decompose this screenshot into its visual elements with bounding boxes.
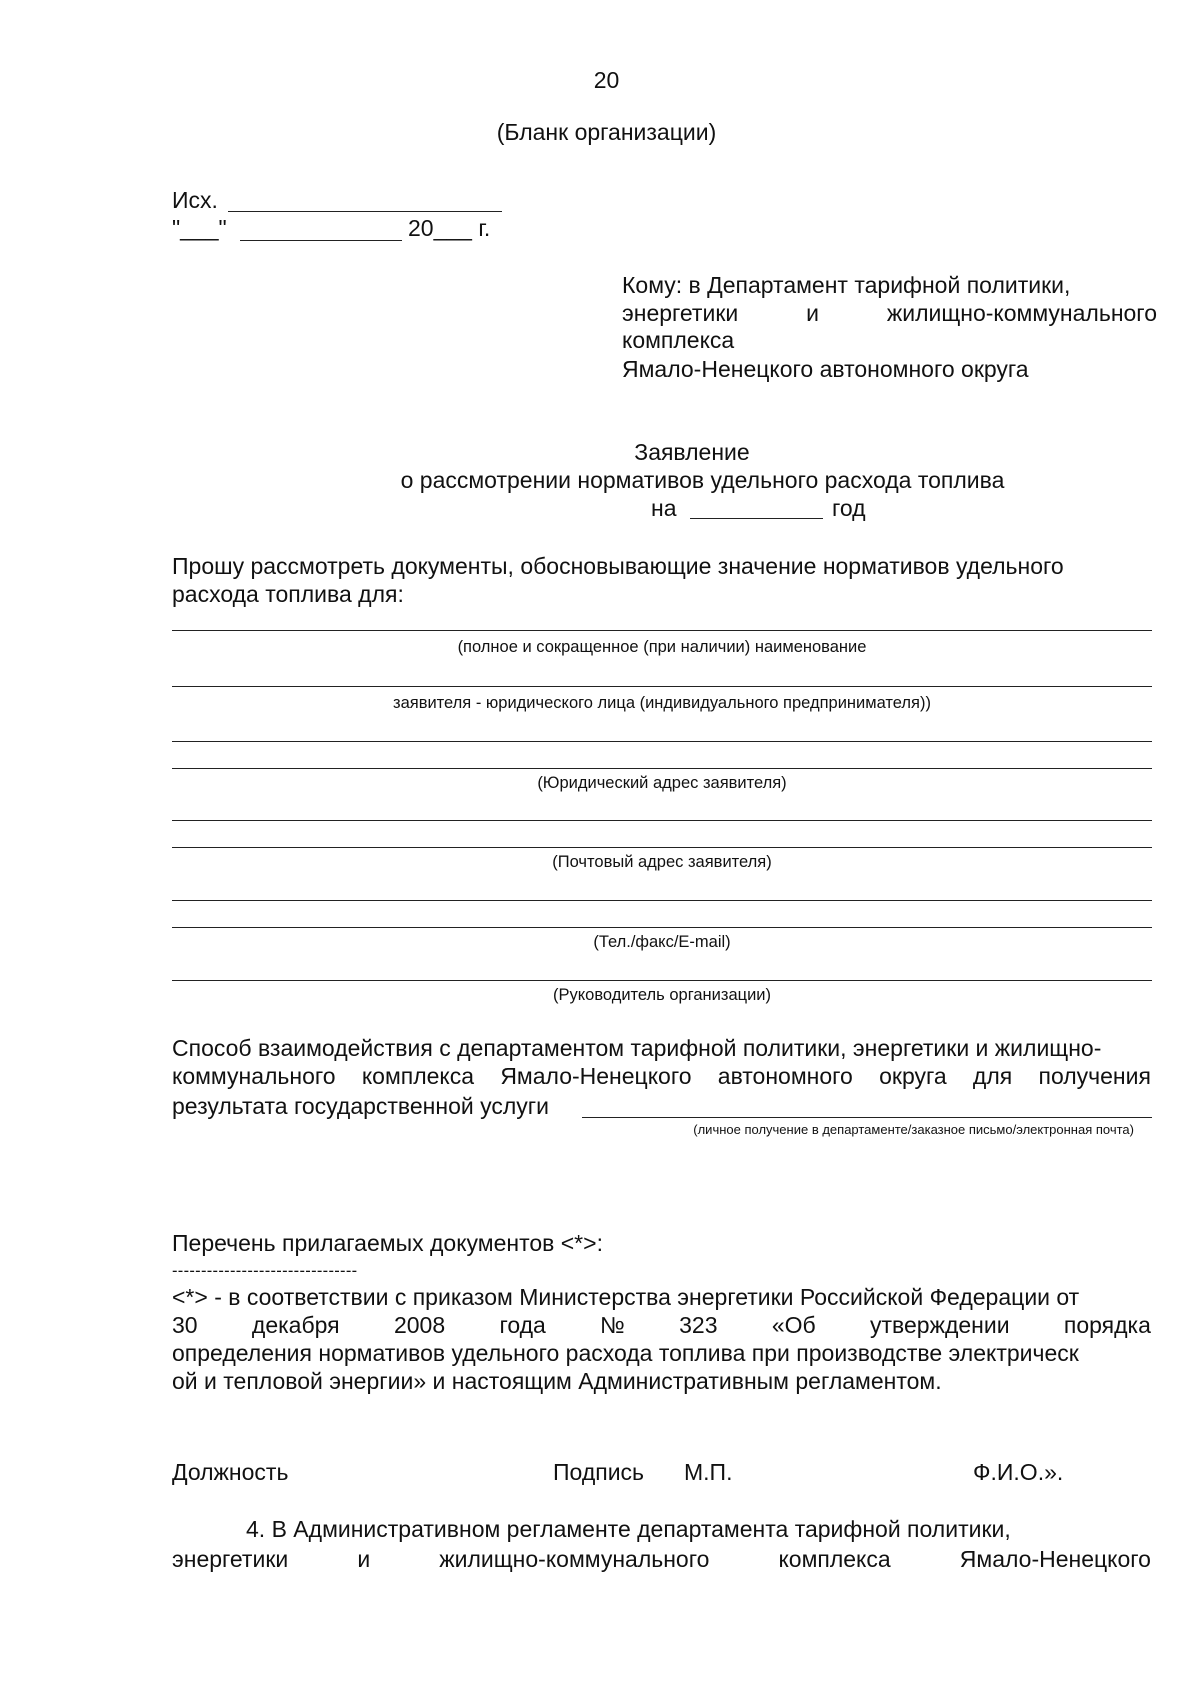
footnote-word: порядка bbox=[1063, 1312, 1151, 1338]
recipient-line-2 bbox=[622, 299, 1157, 327]
interaction-word: комплекса bbox=[361, 1063, 475, 1089]
section-4-word: жилищно-коммунального bbox=[439, 1546, 710, 1572]
recipient-line-4: Ямало-Ненецкого автономного округа bbox=[622, 356, 1029, 382]
title-year-suffix: год bbox=[832, 495, 866, 521]
footnote-line-1: <*> - в соответствии с приказом Министерства энергетики Российской Федерации от bbox=[172, 1284, 1080, 1310]
footnote-word: № bbox=[600, 1312, 625, 1338]
head-line[interactable] bbox=[172, 980, 1152, 981]
contacts-line-2[interactable] bbox=[172, 927, 1152, 928]
attachments-label: Перечень прилагаемых документов <*>: bbox=[172, 1230, 603, 1256]
document-subtitle: о рассмотрении нормативов удельного расхода топлива bbox=[400, 467, 1005, 493]
interaction-line-2 bbox=[172, 1062, 1151, 1090]
interaction-word: для bbox=[972, 1063, 1013, 1089]
interaction-word: коммунального bbox=[172, 1063, 336, 1089]
caption-postal-address: (Почтовый адрес заявителя) bbox=[552, 853, 772, 871]
footnote-word: 323 bbox=[679, 1312, 718, 1338]
section-4-line-1: 4. В Административном регламенте департамента тарифной политики, bbox=[246, 1516, 1011, 1542]
footnote-line-2 bbox=[172, 1311, 1151, 1339]
letterhead-placeholder: (Бланк организации) bbox=[496, 119, 717, 145]
legal-address-line-2[interactable] bbox=[172, 768, 1152, 769]
signature-seal: М.П. bbox=[684, 1459, 733, 1485]
caption-contacts: (Тел./факс/E-mail) bbox=[593, 933, 731, 951]
interaction-line-1: Способ взаимодействия с департаментом тарифной политики, энергетики и жилищно- bbox=[172, 1035, 1102, 1061]
footnote-word: года bbox=[499, 1312, 546, 1338]
recipient-word: и bbox=[806, 300, 819, 326]
applicant-name-line[interactable] bbox=[172, 630, 1152, 631]
footnote-separator: -------------------------------- bbox=[172, 1262, 358, 1280]
title-year-blank[interactable] bbox=[690, 518, 823, 519]
interaction-word: автономного bbox=[717, 1063, 853, 1089]
footnote-line-3: определения нормативов удельного расхода топлива при производстве электрическ bbox=[172, 1340, 1079, 1366]
interaction-method-blank[interactable] bbox=[582, 1117, 1152, 1118]
legal-address-line-1[interactable] bbox=[172, 741, 1152, 742]
interaction-word: Ямало-Ненецкого bbox=[500, 1063, 692, 1089]
caption-applicant: заявителя - юридического лица (индивидуального предпринимателя)) bbox=[393, 694, 931, 712]
outgoing-date-month-blank[interactable] bbox=[240, 240, 402, 241]
footnote-word: 2008 bbox=[393, 1312, 446, 1338]
footnote-word: 30 bbox=[172, 1312, 198, 1338]
page-number: 20 bbox=[593, 67, 620, 93]
footnote-word: утверждении bbox=[870, 1312, 1010, 1338]
outgoing-number-label: Исх. bbox=[172, 187, 218, 213]
postal-address-line-1[interactable] bbox=[172, 820, 1152, 821]
outgoing-date-day: "___" bbox=[172, 215, 227, 241]
signature-sign: Подпись bbox=[553, 1459, 645, 1485]
recipient-line-3: комплекса bbox=[622, 327, 735, 353]
postal-address-line-2[interactable] bbox=[172, 847, 1152, 848]
recipient-word: энергетики bbox=[622, 300, 739, 326]
request-line-1: Прошу рассмотреть документы, обосновывающие значение нормативов удельного bbox=[172, 553, 1064, 579]
outgoing-number-blank[interactable] bbox=[228, 211, 502, 212]
interaction-word: получения bbox=[1038, 1063, 1151, 1089]
document-title: Заявление bbox=[634, 439, 750, 465]
applicant-name-line-2[interactable] bbox=[172, 686, 1152, 687]
section-4-word: и bbox=[357, 1546, 371, 1572]
outgoing-date-year: 20___ г. bbox=[408, 215, 491, 241]
interaction-word: округа bbox=[879, 1063, 947, 1089]
section-4-word: энергетики bbox=[172, 1546, 289, 1572]
interaction-line-3: результата государственной услуги bbox=[172, 1093, 550, 1119]
recipient-line-1: Кому: в Департамент тарифной политики, bbox=[622, 272, 1071, 298]
section-4-word: комплекса bbox=[778, 1546, 891, 1572]
footnote-word: «Об bbox=[771, 1312, 816, 1338]
title-year-prefix: на bbox=[651, 495, 677, 521]
caption-name: (полное и сокращенное (при наличии) наименование bbox=[457, 638, 867, 656]
request-line-2: расхода топлива для: bbox=[172, 581, 404, 607]
section-4-word: Ямало-Ненецкого bbox=[959, 1546, 1151, 1572]
footnote-line-4: ой и тепловой энергии» и настоящим Административным регламентом. bbox=[172, 1368, 942, 1394]
caption-legal-address: (Юридический адрес заявителя) bbox=[537, 774, 787, 792]
interaction-hint: (личное получение в департаменте/заказное письмо/электронная почта) bbox=[693, 1122, 1134, 1137]
contacts-line-1[interactable] bbox=[172, 900, 1152, 901]
recipient-word: жилищно-коммунального bbox=[886, 300, 1157, 326]
signature-position: Должность bbox=[172, 1459, 289, 1485]
signature-name: Ф.И.О.». bbox=[973, 1459, 1064, 1485]
footnote-word: декабря bbox=[251, 1312, 340, 1338]
caption-head: (Руководитель организации) bbox=[552, 986, 771, 1004]
section-4-line-2 bbox=[172, 1545, 1151, 1573]
